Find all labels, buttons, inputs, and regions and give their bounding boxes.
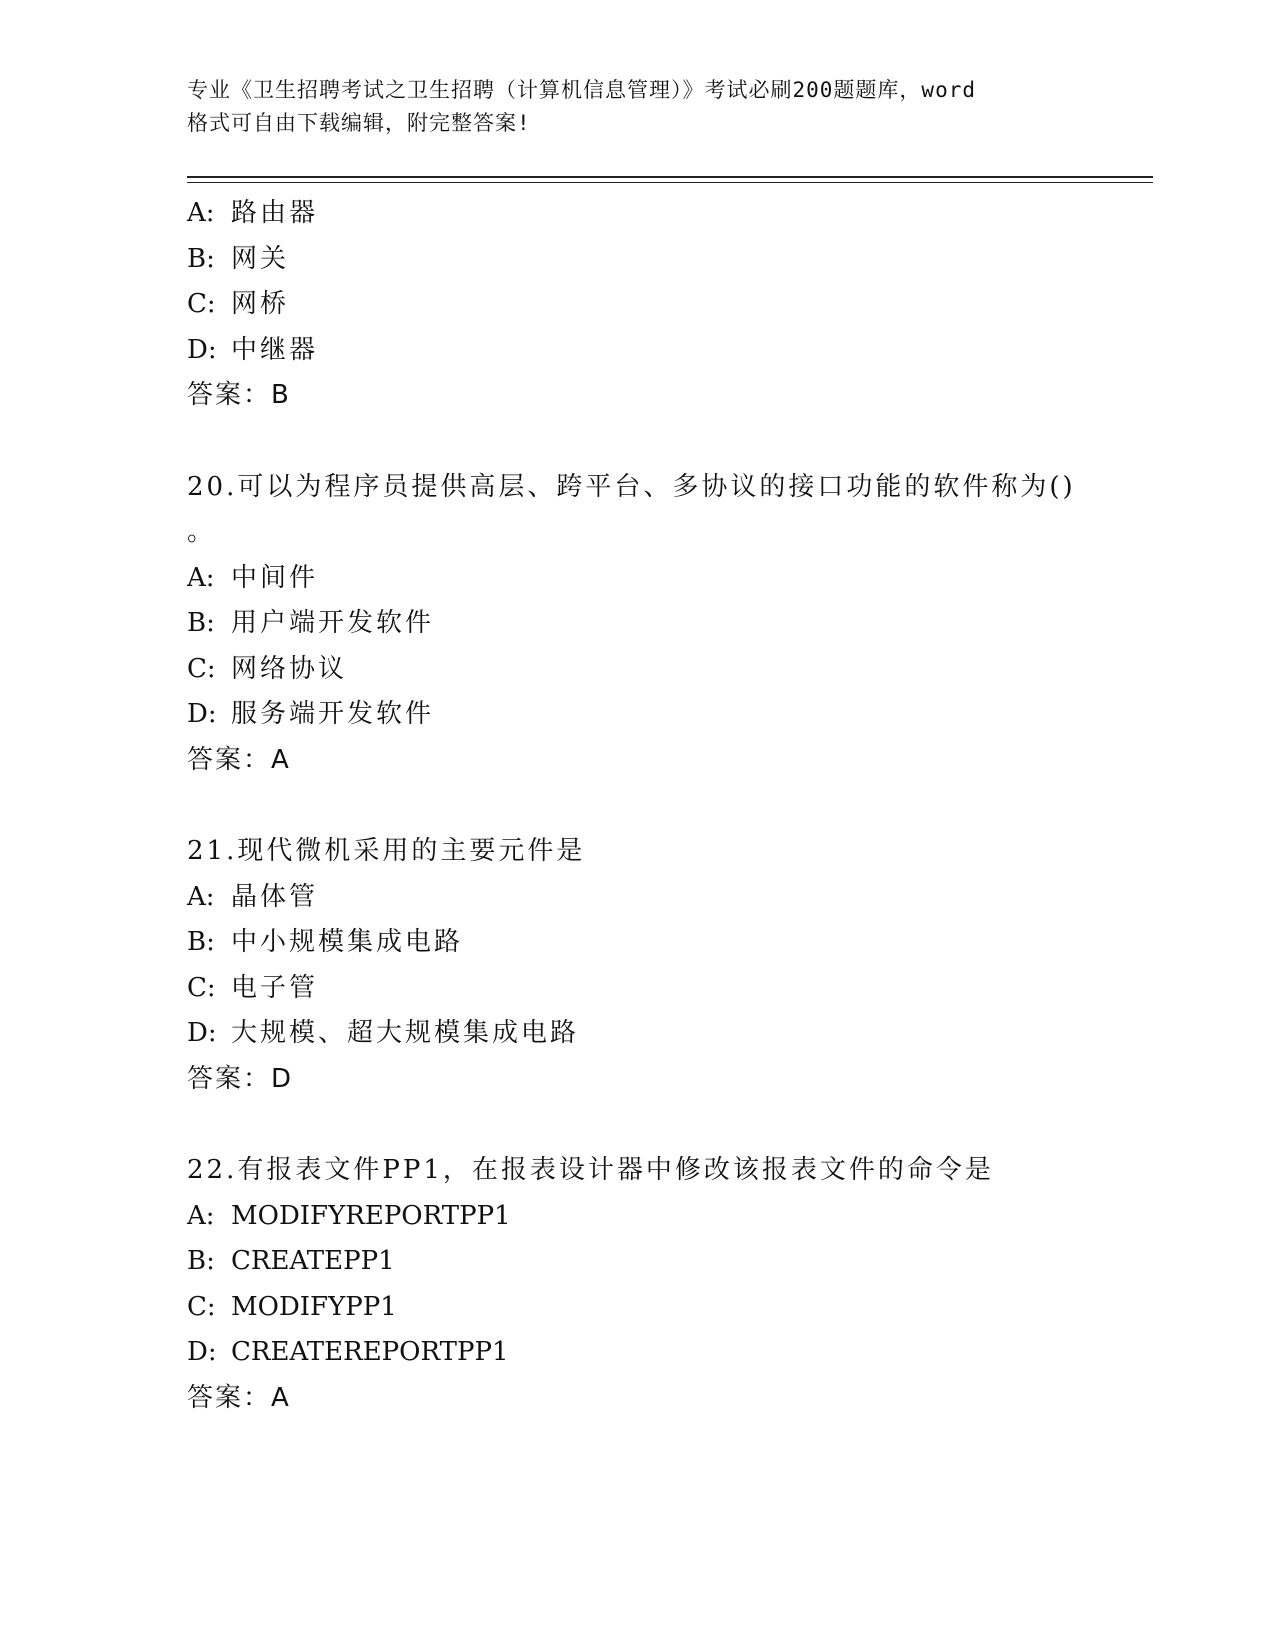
question-block-20: [187, 465, 1153, 784]
option-c: C: 网络协议: [187, 653, 348, 684]
option-a: A: MODIFYREPORTPP1: [187, 1200, 511, 1231]
spacer: [187, 783, 1153, 829]
question-block-19: [187, 191, 1153, 419]
spacer: [187, 1102, 1153, 1148]
option-c: C: 电子管: [187, 972, 319, 1003]
answer-line: 答案：B: [187, 380, 291, 410]
question-stem-continuation: 。: [187, 517, 217, 547]
question-stem: 21.现代微机采用的主要元件是: [187, 836, 586, 866]
header-line-1: 专业《卫生招聘考试之卫生招聘（计算机信息管理）》考试必刷200题题库，word: [187, 78, 976, 102]
question-stem: 20.可以为程序员提供高层、跨平台、多协议的接口功能的软件称为(): [187, 471, 1076, 502]
question-block-21: [187, 829, 1153, 1102]
option-b: B: 网关: [187, 243, 290, 274]
header-line-2: 格式可自由下载编辑，附完整答案!: [187, 111, 531, 135]
document-header: [187, 74, 1117, 140]
option-b: B: CREATEPP1: [187, 1246, 395, 1276]
option-a: A: 晶体管: [187, 881, 319, 912]
option-b: B: 用户端开发软件: [187, 608, 435, 638]
option-c: C: MODIFYPP1: [187, 1291, 397, 1322]
option-d: D: CREATEREPORTPP1: [187, 1337, 509, 1367]
answer-line: 答案：A: [187, 1382, 291, 1413]
option-d: D: 服务端开发软件: [187, 699, 435, 729]
question-stem: 22.有报表文件PP1，在报表设计器中修改该报表文件的命令是: [187, 1155, 994, 1185]
option-d: D: 大规模、超大规模集成电路: [187, 1018, 580, 1048]
answer-line: 答案：A: [187, 744, 291, 775]
answer-line: 答案：D: [187, 1063, 294, 1094]
option-b: B: 中小规模集成电路: [187, 927, 464, 957]
spacer: [187, 419, 1153, 465]
question-list: [187, 191, 1153, 1421]
header-rule-thin: [187, 182, 1153, 183]
option-a: A: 路由器: [187, 198, 319, 228]
option-d: D: 中继器: [187, 334, 319, 365]
question-block-22: [187, 1148, 1153, 1421]
header-rule-thick: [187, 176, 1153, 178]
option-a: A: 中间件: [187, 562, 319, 593]
option-c: C: 网桥: [187, 289, 290, 319]
